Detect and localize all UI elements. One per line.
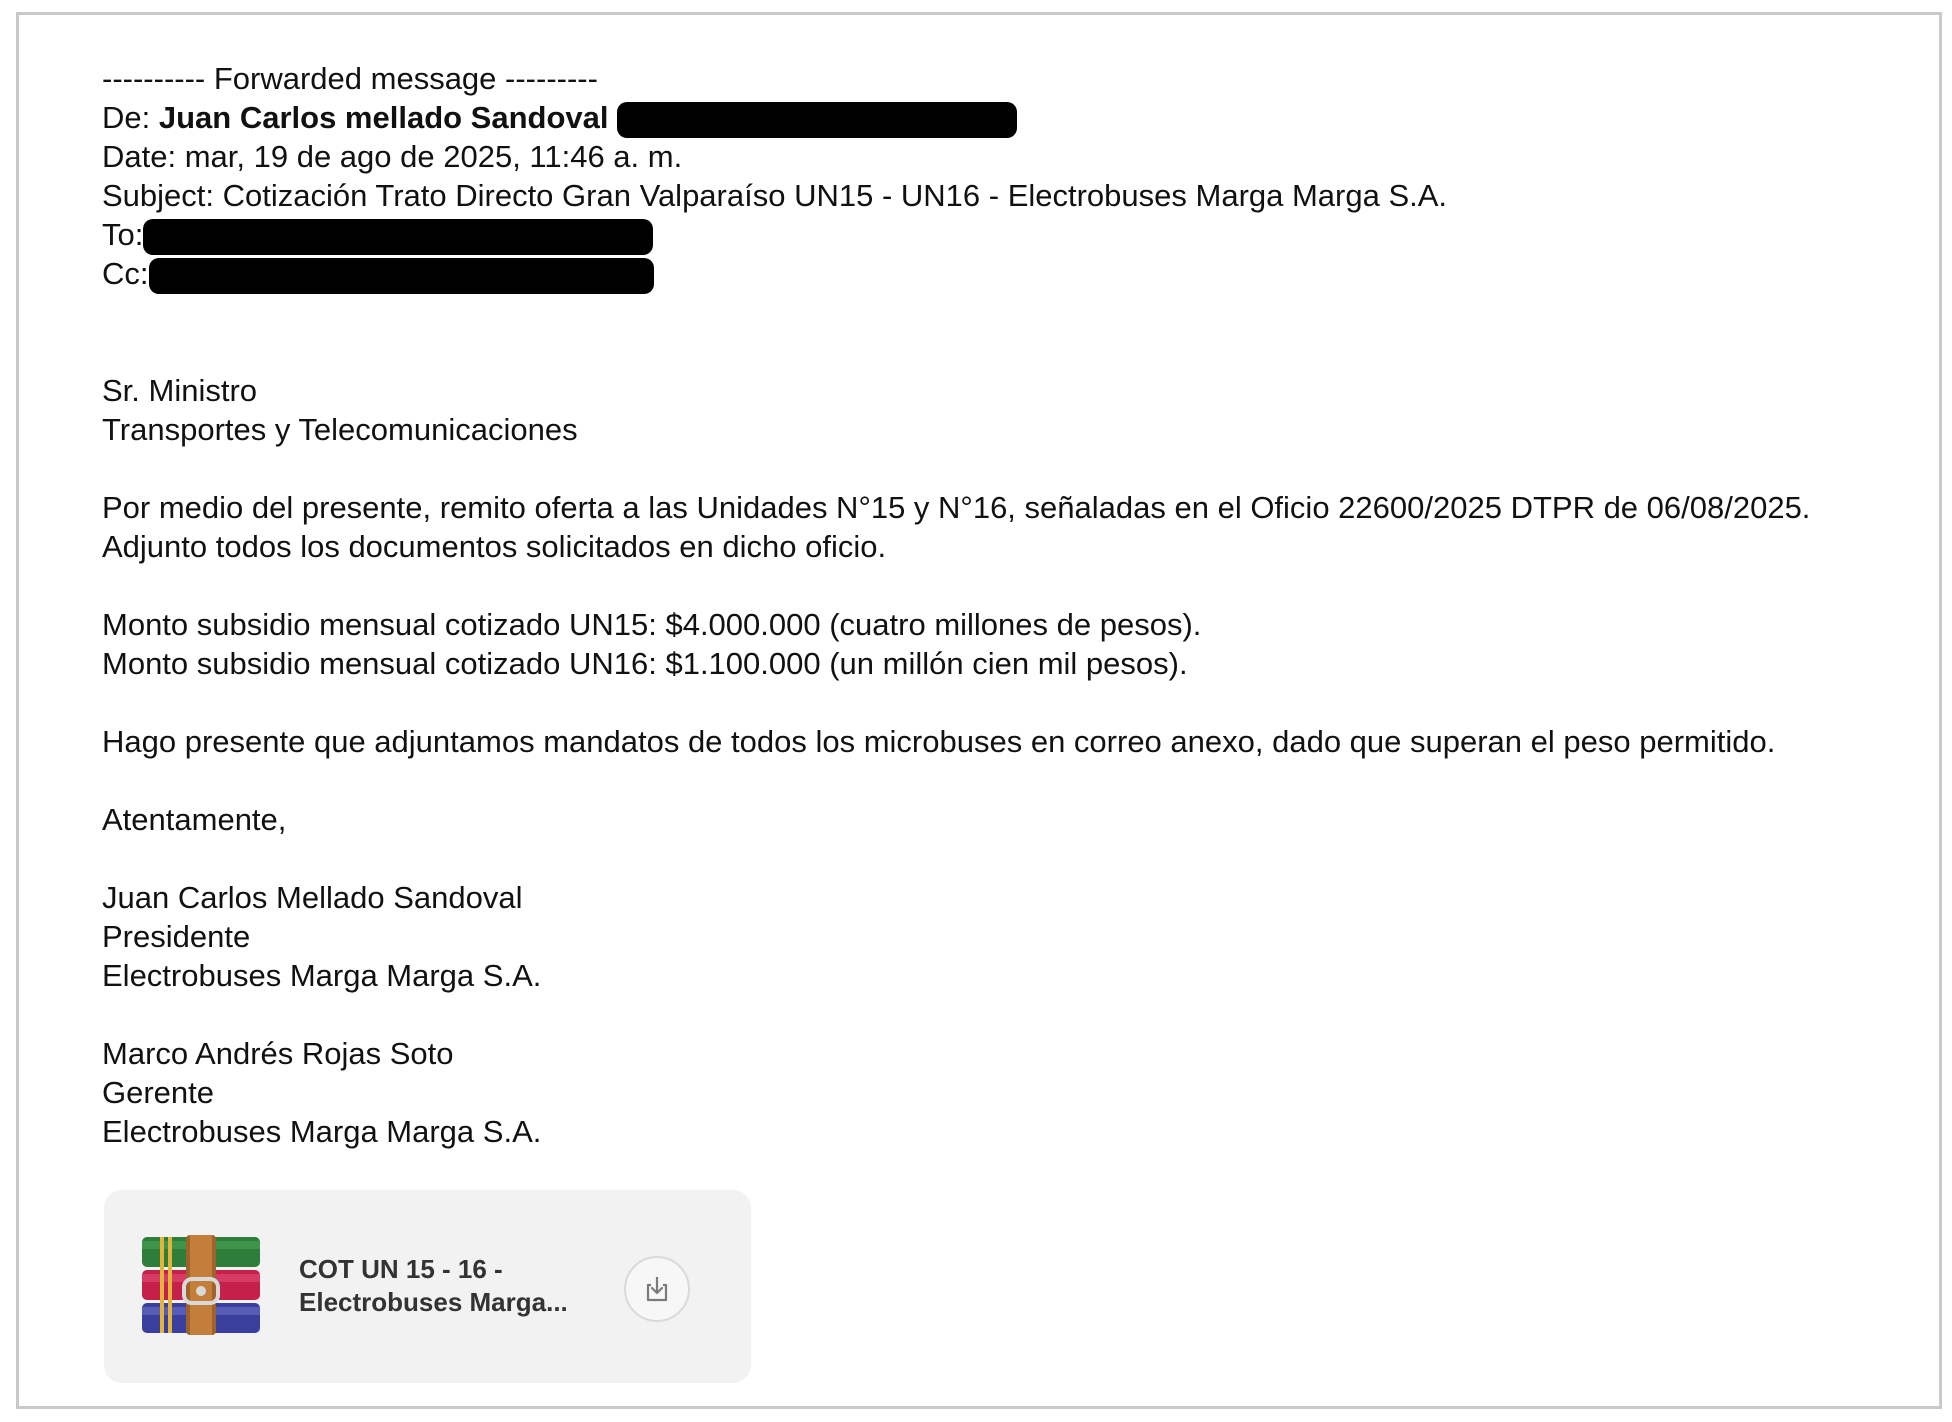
body-paragraph-mandates: Hago presente que adjuntamos mandatos de todos los microbuses en correo anexo, dado que superan el peso permitido.	[102, 724, 1776, 759]
from-line	[102, 98, 1822, 137]
to-line	[102, 215, 1822, 254]
signature-1-company: Electrobuses Marga Marga S.A.	[102, 958, 542, 993]
date-line: Date: mar, 19 de ago de 2025, 11:46 a. m.	[102, 139, 683, 174]
redacted-from-email	[617, 102, 1017, 138]
attachment-name-line-1: COT UN 15 - 16 -	[299, 1254, 503, 1284]
signature-2-title: Gerente	[102, 1075, 215, 1110]
redacted-cc-recipients	[149, 258, 654, 294]
from-label: De:	[102, 100, 159, 135]
attachment-name-line-2: Electrobuses Marga...	[299, 1287, 568, 1317]
forward-marker: ---------- Forwarded message ---------	[102, 61, 598, 96]
attachment-card[interactable]	[104, 1190, 751, 1383]
download-icon	[642, 1274, 672, 1304]
signature-2-name: Marco Andrés Rojas Soto	[102, 1036, 454, 1071]
signature-1-name: Juan Carlos Mellado Sandoval	[102, 880, 523, 915]
greeting-line-1: Sr. Ministro	[102, 373, 258, 408]
email-frame	[16, 12, 1942, 1409]
from-name[interactable]: Juan Carlos mellado Sandoval	[158, 100, 609, 135]
redacted-to-recipients	[143, 219, 653, 255]
signature-1-title: Presidente	[102, 919, 251, 954]
cc-line	[102, 254, 1822, 293]
amount-un15: Monto subsidio mensual cotizado UN15: $4.000.000 (cuatro millones de pesos).	[102, 607, 1202, 642]
amount-un16: Monto subsidio mensual cotizado UN16: $1.100.000 (un millón cien mil pesos).	[102, 646, 1188, 681]
greeting-line-2: Transportes y Telecomunicaciones	[102, 412, 578, 447]
body-paragraph-offer: Por medio del presente, remito oferta a las Unidades N°15 y N°16, señaladas en el Oficio 22600/2025 DTPR de 06/08/2025. Adjunto todos los documentos solicitados en dicho oficio.	[102, 490, 1811, 564]
to-label: To:	[102, 217, 144, 252]
email-content	[102, 59, 1822, 1151]
signature-2-company: Electrobuses Marga Marga S.A.	[102, 1114, 542, 1149]
closing: Atentamente,	[102, 802, 287, 837]
attachment-name[interactable]	[299, 1253, 599, 1319]
download-button[interactable]	[624, 1256, 690, 1322]
archive-icon	[140, 1235, 262, 1335]
subject-line: Subject: Cotización Trato Directo Gran Valparaíso UN15 - UN16 - Electrobuses Marga Marga S.A.	[102, 178, 1448, 213]
cc-label: Cc:	[102, 256, 149, 291]
